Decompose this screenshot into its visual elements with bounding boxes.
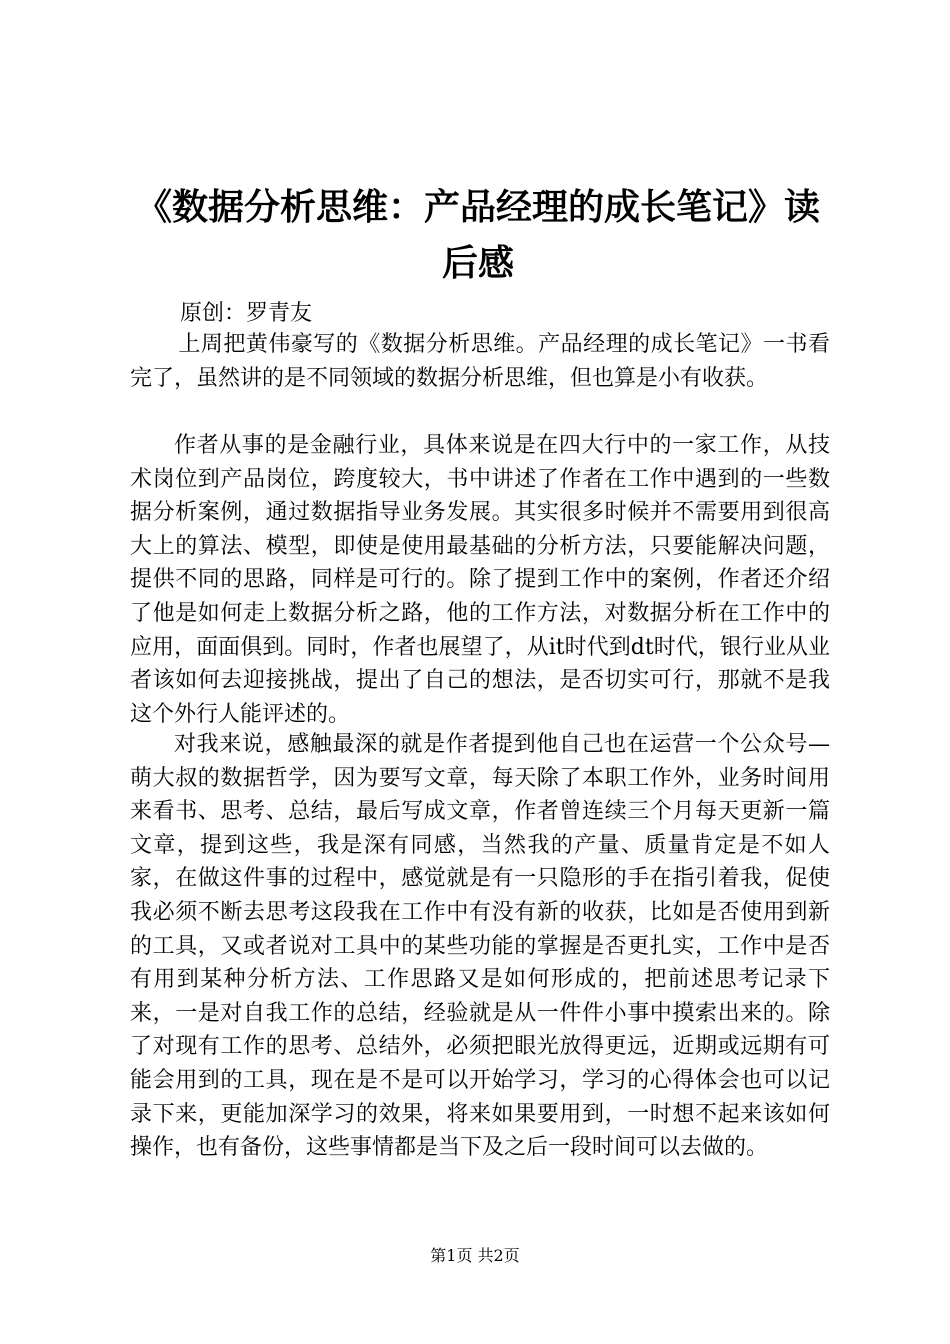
body-paragraph: 作者从事的是金融行业，具体来说是在四大行中的一家工作，从技术岗位到产品岗位，跨度较大，书中讲述了作者在工作中遇到的一些数据分析案例，通过数据指导业务发展。其实很多时候并不需要用到很高大上的算法、模型，即使是使用最基础的分析方法，只要能解决问题，提供不同的思路，同样是可行的。除了提到工作中的案例，作者还介绍了他是如何走上数据分析之路，他的工作方法，对数据分析在工作中的应用，面面俱到。同时，作者也展望了，从it时代到dt时代，银行业从业者该如何去迎接挑战，提出了自己的想法，是否切实可行，那就不是我这个外行人能评述的。 — [130, 433, 830, 727]
body-paragraph: 对我来说，感触最深的就是作者提到他自己也在运营一个公众号—萌大叔的数据哲学，因为要写文章，每天除了本职工作外，业务时间用来看书、思考、总结，最后写成文章，作者曾连续三个月每天更新一篇文章，提到这些，我是深有同感，当然我的产量、质量肯定是不如人家，在做这件事的过程中，感觉就是有一只隐形的手在指引着我，促使我必须不断去思考这段我在工作中有没有新的收获，比如是否使用到新的工具，又或者说对工具中的某些功能的掌握是否更扎实，工作中是否有用到某种分析方法、工作思路又是如何形成的，把前述思考记录下来，一是对自我工作的总结，经验就是从一件件小事中摸索出来的。除了对现有工作的思考、总结外，必须把眼光放得更远，近期或远期有可能会用到的工具，现在是不是可以开始学习，学习的心得体会也可以记录下来，更能加深学习的效果，将来如果要用到，一时想不起来该如何操作，也有备份，这些事情都是当下及之后一段时间可以去做的。 — [130, 732, 830, 1161]
document-title: 《数据分析思维：产品经理的成长笔记》读后感 — [135, 187, 820, 284]
page-footer: 第1页 共2页 — [430, 1246, 520, 1265]
author-line: 原创：罗青友 — [180, 301, 313, 326]
body-paragraph: 上周把黄伟豪写的《数据分析思维。产品经理的成长笔记》一书看完了，虽然讲的是不同领域的数据分析思维，但也算是小有收获。 — [130, 332, 830, 391]
